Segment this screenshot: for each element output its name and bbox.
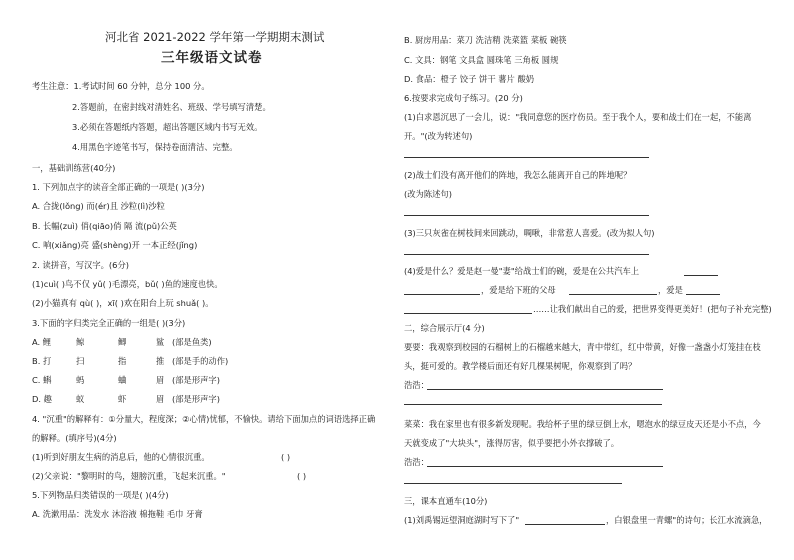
question-stem: 3.下面的字归类完全正确的一组是( )(3分) <box>32 318 186 328</box>
answer-line <box>427 466 663 467</box>
answer-line <box>569 294 657 295</box>
option-b: B. 厨房用品：菜刀 洗洁精 洗菜篮 菜板 碗筷 <box>404 35 567 45</box>
q4-sentence: (1)听到好朋友生病的消息后，他的心情很沉重。 <box>32 452 210 462</box>
question-stem: 1. 下列加点字的读音全部正确的一项是( )(3分) <box>32 182 205 192</box>
dialogue-text: 天就变成了"大块头"，涨得厉害，似乎要把小外衣撑破了。 <box>404 438 620 448</box>
exam-title: 河北省 2021-2022 学年第一学期期末测试 <box>105 30 325 44</box>
q6-item-cont: (改为陈述句) <box>404 189 452 199</box>
notice-label: 考生注意：1.考试时间 60 分钟，总分 100 分。 <box>32 81 210 91</box>
q6-item: (2)战士们没有离开他们的阵地，我怎么能离开自己的阵地呢？ <box>404 170 632 180</box>
option-d: D. 食品：橙子 饺子 饼干 薯片 酸奶 <box>404 74 535 84</box>
q-item: (1)刘禹锡远望洞庭湖时写下了" <box>404 515 520 525</box>
answer-blank: ( ) <box>281 452 291 462</box>
q6-item-cont: ，爱是给下班的父母 <box>481 285 556 295</box>
q6-item: (3)三只灰雀在树枝间来回跳动，啁啾，非常惹人喜爱。(改为拟人句) <box>404 228 655 238</box>
notice-item: 3.必须在答题纸内答题，超出答题区域内书写无效。 <box>72 122 263 132</box>
dialogue-text: 头，挺可爱的。教学楼后面还有好几棵果树呢，你观察到了吗？ <box>404 361 637 371</box>
answer-line <box>404 215 649 216</box>
option-a: A. 合拢(lǒng) 而(ér)且 沙粒(lì)沙粒 <box>32 201 165 211</box>
answer-line <box>404 313 532 314</box>
q6-item-cont: ……让我们献出自己的爱，把世界变得更美好！(把句子补充完整) <box>533 304 772 314</box>
answer-line <box>404 294 480 295</box>
section-heading: 二，综合展示厅(4 分) <box>404 323 485 333</box>
answer-line <box>525 524 605 525</box>
pinyin-line: (2)小猫真有 qù( )，xī( )欢在阳台上玩 shuǎ( )。 <box>32 298 214 308</box>
q6-item: (4)爱是什么？爱是赵一曼"妻"给战士们的碗，爱是在公共汽车上 <box>404 266 640 276</box>
dialogue-text: 菜菜：我在家里也有很多新发现呢。我给杯子里的绿豆倒上水，嗯泡水的绿豆皮天还是小不点，今 <box>404 419 761 429</box>
q4-sentence: (2)父亲说："黎明时的鸟，翅膀沉重，飞起来沉重。" <box>32 471 226 481</box>
answer-line <box>404 157 649 158</box>
dialogue-text: 要要：我观察到校园的石榴树上的石榴越来越大，青中带红，红中带黄，好像一盏盏小灯笼挂在枝 <box>404 342 761 352</box>
notice-item: 2.答题前，在密封线对清姓名、班级、学号填写清楚。 <box>72 102 271 112</box>
question-stem: 5.下列物品归类错误的一项是( )(4分) <box>32 490 169 500</box>
answer-line <box>684 275 718 276</box>
option-c: C. 文具：钢笔 文具盒 圆珠笔 三角板 圆规 <box>404 55 559 65</box>
question-stem: 4. "沉重"的解释有：①分量大，程度深；②心情)忧郁，不愉快。请给下面加点的词语选择正确 <box>32 414 376 424</box>
answer-line <box>404 254 649 255</box>
q6-item-cont: ，爱是 <box>658 285 683 295</box>
notice-item: 4.用黑色字迹笔书写，保持卷面清洁、完整。 <box>72 142 238 152</box>
answer-line <box>404 404 662 405</box>
section-heading: 三，课本直通车(10分) <box>404 496 488 506</box>
question-stem: 2. 读拼音，写汉字。(6分) <box>32 260 129 270</box>
exam-subtitle: 三年级语文试卷 <box>161 50 263 66</box>
reply-label: 浩浩： <box>404 457 429 467</box>
option-b: B. 长幅(zuì) 俏(qiāo)俏 隔 流(pǔ)公英 <box>32 221 177 231</box>
answer-line <box>404 483 622 484</box>
question-stem-cont: 的解释。(填序号)(4分) <box>32 433 117 443</box>
answer-blank: ( ) <box>297 471 307 481</box>
answer-line <box>427 389 663 390</box>
q6-item-cont: 开。"(改为转述句) <box>404 131 473 141</box>
pinyin-line: (1)cuì( )鸟不仅 yǔ( )毛漂亮，bǔ( )鱼的速度也快。 <box>32 279 223 289</box>
question-stem: 6.按要求完成句子练习。(20 分) <box>404 93 523 103</box>
option-a: A. 洗漱用品：洗发水 沐浴液 棉拖鞋 毛巾 牙膏 <box>32 509 203 519</box>
section-heading: 一，基础训练营(40分) <box>32 163 116 173</box>
option-c: C. 响(xiǎng)亮 盛(shèng)开 一本正经(jǐng) <box>32 240 198 250</box>
reply-label: 浩浩： <box>404 380 429 390</box>
q-item-cont: ，白银盘里一青螺"的诗句；长江水流滴急， <box>606 515 768 525</box>
q6-item: (1)白求恩沉思了一会儿，说："我同意您的医疗伤员。至于我个人，要和战士们在一起，不能离 <box>404 112 752 122</box>
answer-line <box>686 294 720 295</box>
